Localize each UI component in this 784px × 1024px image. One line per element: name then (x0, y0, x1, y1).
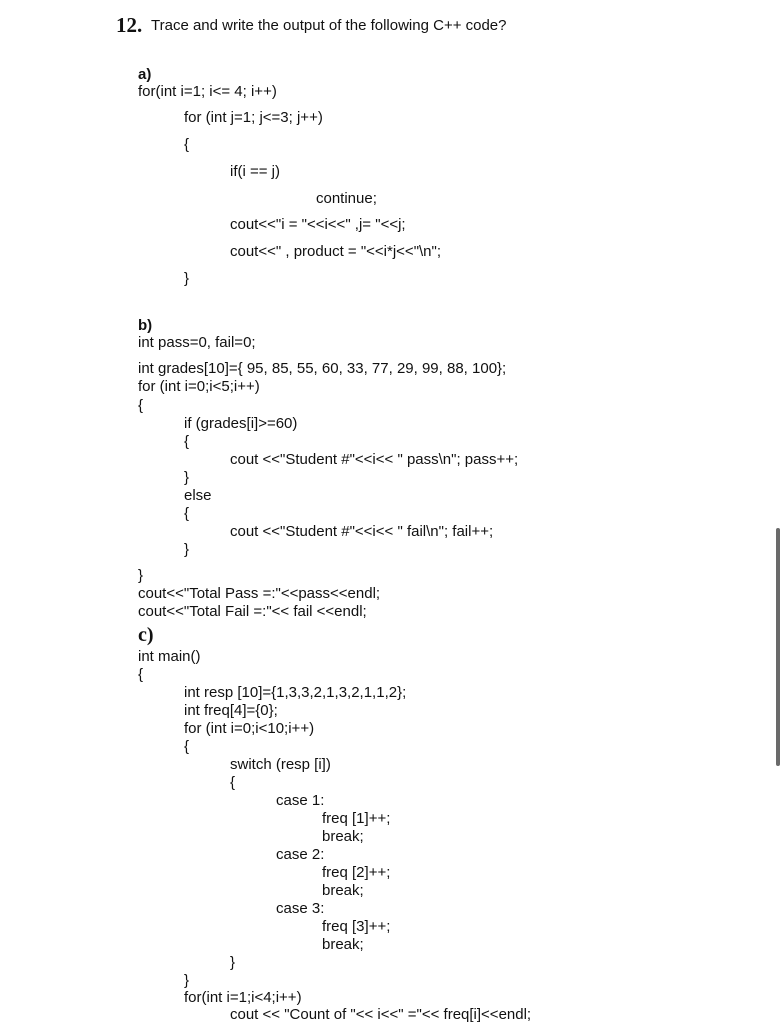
code-line: cout << "Count of "<< i<<" ="<< freq[i]<<endl; (230, 1006, 532, 1023)
part-c-label: c) (138, 624, 154, 646)
code-line: int freq[4]={0}; (184, 702, 278, 719)
code-line: cout <<"Student #"<<i<< " pass\n"; pass++; (230, 451, 519, 468)
code-line: { (184, 136, 190, 153)
part-b-label: b) (138, 317, 153, 334)
code-line: case 3: (276, 900, 325, 917)
code-line: freq [1]++; (322, 810, 391, 827)
code-line: { (184, 505, 190, 522)
code-line: { (184, 738, 190, 755)
code-line: if (grades[i]>=60) (184, 415, 298, 432)
code-line: for(int i=1; i<= 4; i++) (138, 83, 277, 100)
code-line: case 2: (276, 846, 325, 863)
code-line: break; (322, 828, 364, 845)
code-line: cout<<"Total Pass =:"<<pass<<endl; (138, 585, 381, 602)
code-line: } (184, 469, 190, 486)
code-line: freq [2]++; (322, 864, 391, 881)
code-line: if(i == j) (230, 163, 281, 180)
code-line: { (138, 666, 144, 683)
code-line: break; (322, 882, 364, 899)
code-line: cout <<"Student #"<<i<< " fail\n"; fail++; (230, 523, 494, 540)
code-line: for (int j=1; j<=3; j++) (184, 109, 323, 126)
code-line: case 1: (276, 792, 325, 809)
code-line: for (int i=0;i<5;i++) (138, 378, 260, 395)
code-line: int resp [10]={1,3,3,2,1,3,2,1,1,2}; (184, 684, 407, 701)
code-line: } (138, 567, 144, 584)
code-line: { (230, 774, 236, 791)
code-line: } (184, 541, 190, 558)
code-line: cout<<" , product = "<<i*j<<"\n"; (230, 243, 442, 260)
question-title: Trace and write the output of the following C++ code? (151, 17, 507, 34)
code-line: { (138, 397, 144, 414)
vertical-scrollbar[interactable] (776, 528, 780, 766)
code-line: continue; (316, 190, 377, 207)
code-line: switch (resp [i]) (230, 756, 331, 773)
code-line: int grades[10]={ 95, 85, 55, 60, 33, 77, 29, 99, 88, 100}; (138, 360, 507, 377)
code-line: for(int i=1;i<4;i++) (184, 989, 302, 1006)
code-line: cout<<"Total Fail =:"<< fail <<endl; (138, 603, 367, 620)
code-line: { (184, 433, 190, 450)
code-line: for (int i=0;i<10;i++) (184, 720, 315, 737)
code-line: else (184, 487, 212, 504)
question-number: 12. (116, 13, 143, 37)
code-line: } (184, 270, 190, 287)
part-a-label: a) (138, 66, 152, 83)
code-line: } (230, 954, 236, 971)
code-line: cout<<"i = "<<i<<" ,j= "<<j; (230, 216, 406, 233)
code-line: int main() (138, 648, 201, 665)
code-line: int pass=0, fail=0; (138, 334, 256, 351)
code-line: } (184, 972, 190, 989)
code-line: freq [3]++; (322, 918, 391, 935)
code-line: break; (322, 936, 364, 953)
